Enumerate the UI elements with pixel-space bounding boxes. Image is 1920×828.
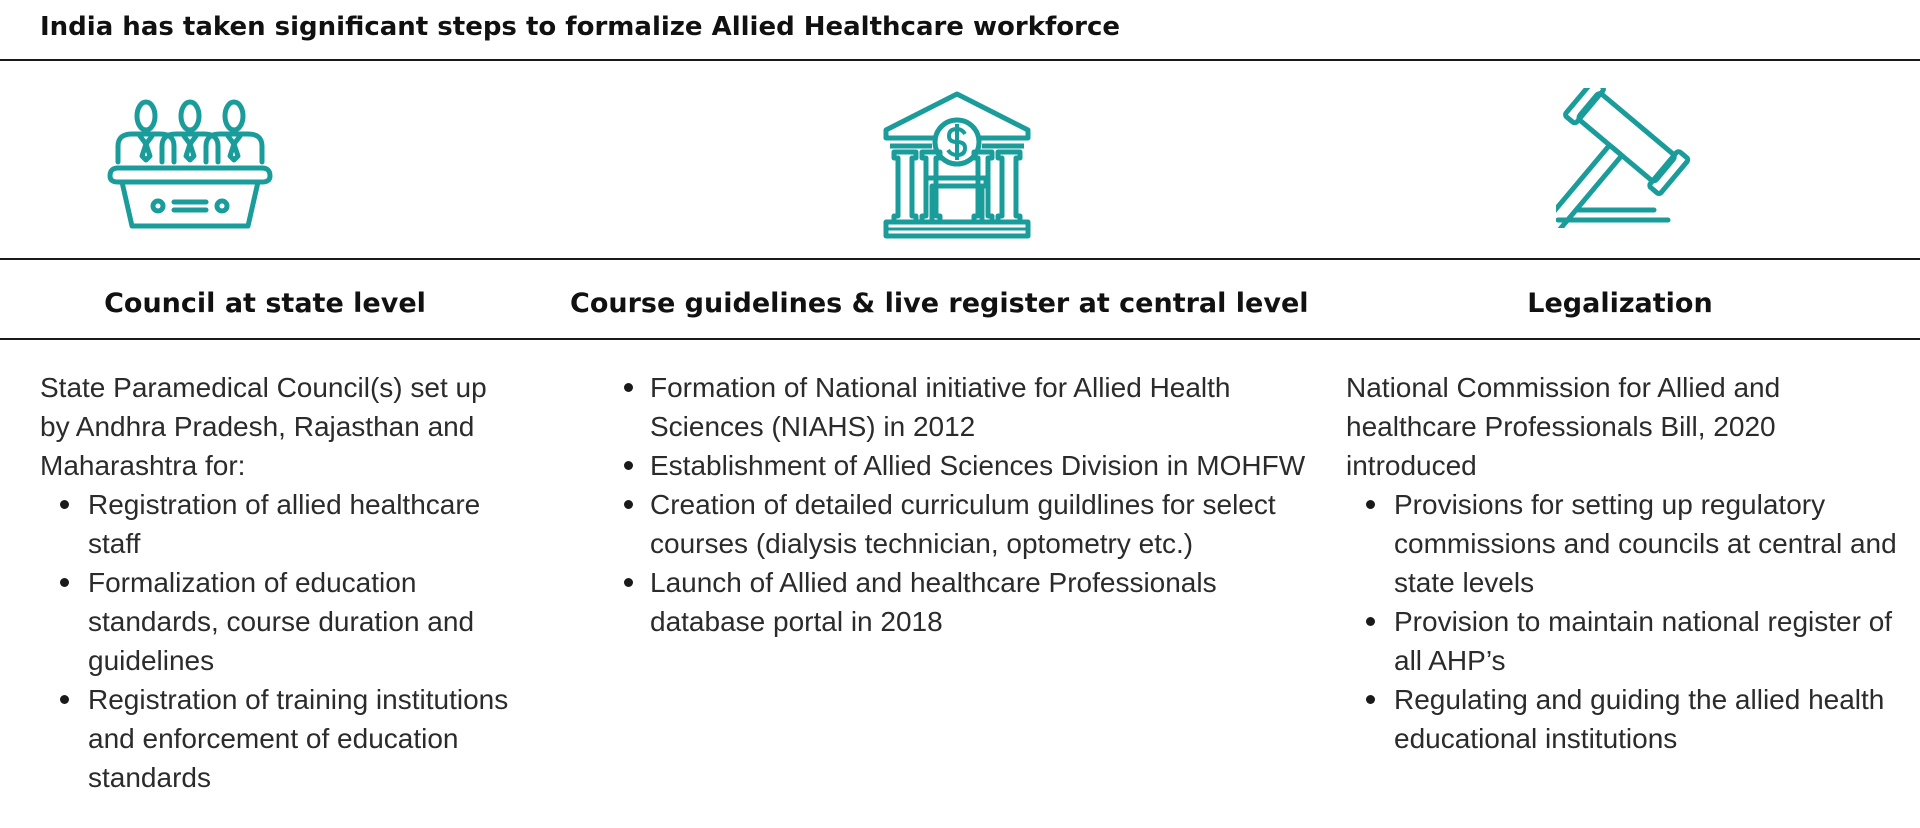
column-intro: State Paramedical Council(s) set up by Andhra Pradesh, Rajasthan and Maharashtra for: [40,372,487,481]
list-item: Registration of training institutions and enforcement of education standards [40,680,510,797]
list-item: Creation of detailed curriculum guildlines for select courses (dialysis technician, optometry etc.) [610,485,1310,563]
bullet-list [40,485,510,797]
list-item: Formalization of education standards, course duration and guidelines [40,563,510,680]
column-legalization-body [1346,368,1906,758]
list-item: Launch of Allied and healthcare Professionals database portal in 2018 [610,563,1310,641]
list-item: Formation of National initiative for Allied Health Sciences (NIAHS) in 2012 [610,368,1310,446]
list-item: Regulating and guiding the allied health educational institutions [1346,680,1906,758]
column-heading-legalization: Legalization [1527,288,1713,319]
list-item: Registration of allied healthcare staff [40,485,510,563]
column-council-body [40,368,510,797]
divider-bottom [0,338,1920,340]
column-intro: National Commission for Allied and healthcare Professionals Bill, 2020 introduced [1346,372,1781,481]
column-heading-council: Council at state level [104,288,426,319]
council-meeting-icon [104,96,274,236]
divider-top [0,59,1920,61]
list-item: Provisions for setting up regulatory commissions and councils at central and state levels [1346,485,1906,602]
bullet-list [610,368,1310,641]
list-item: Provision to maintain national register of all AHP’s [1346,602,1906,680]
page-title: India has taken significant steps to formalize Allied Healthcare workforce [40,12,1121,42]
divider-middle [0,258,1920,260]
gavel-icon [1556,88,1736,228]
column-heading-course-guidelines: Course guidelines & live register at central level [570,288,1309,319]
list-item: Establishment of Allied Sciences Division in MOHFW [610,446,1310,485]
bank-building-dollar-icon [882,90,1032,240]
bullet-list [1346,485,1906,758]
column-course-guidelines-body [610,368,1310,641]
